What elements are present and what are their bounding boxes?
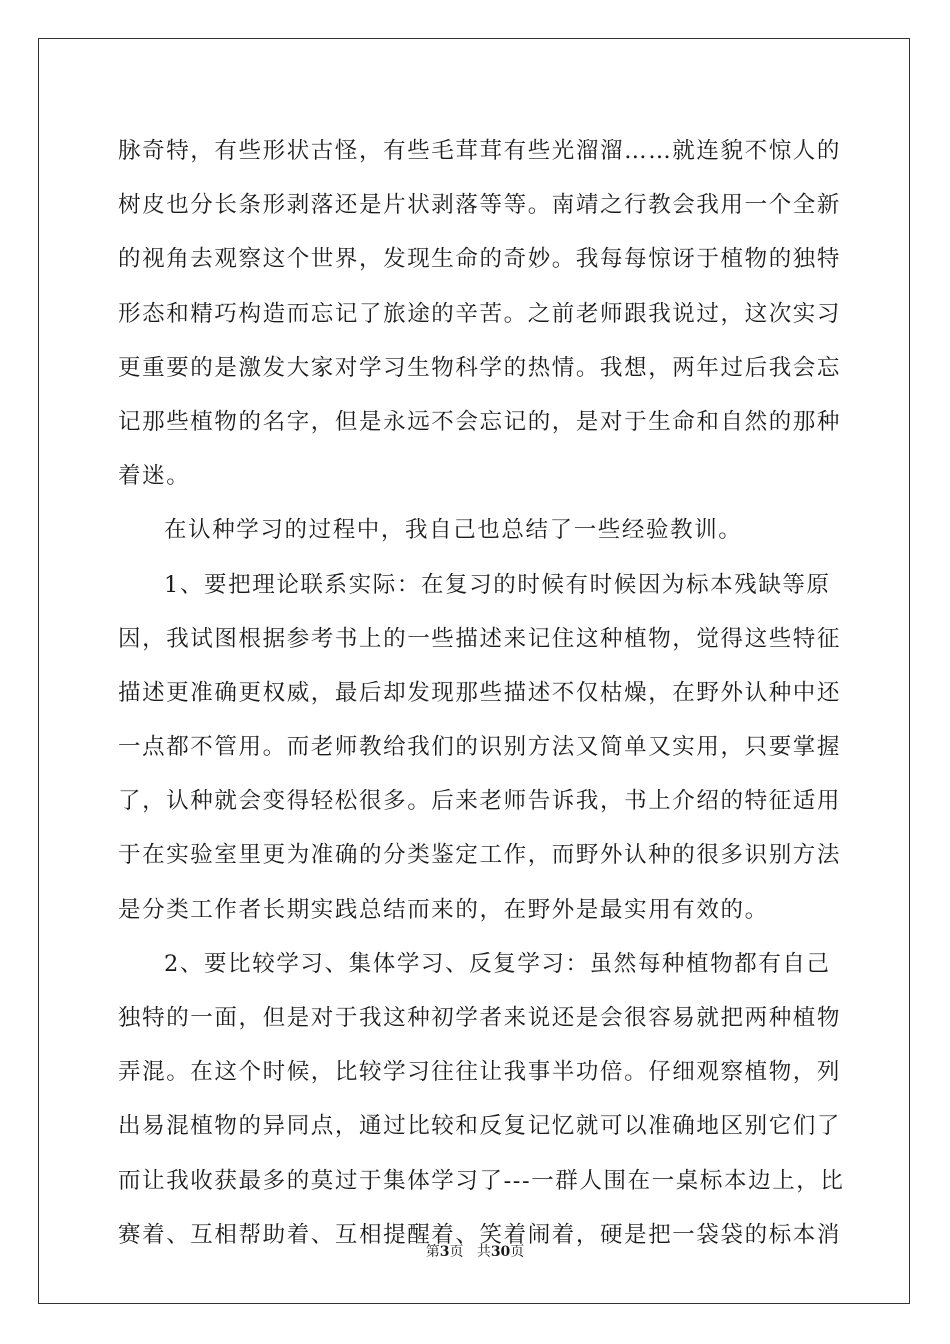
text-line: 出易混植物的异同点，通过比较和反复记忆就可以准确地区别它们了 bbox=[118, 1113, 842, 1140]
text-line: 2、要比较学习、集体学习、反复学习：虽然每种植物都有自己 bbox=[164, 950, 831, 977]
footer-total-prefix: 共 bbox=[476, 1244, 491, 1260]
page-footer bbox=[0, 1241, 950, 1261]
text-line: 更重要的是激发大家对学习生物科学的热情。我想，两年过后我会忘 bbox=[118, 354, 842, 381]
text-line: 形态和精巧构造而忘记了旅途的辛苦。之前老师跟我说过，这次实习 bbox=[118, 300, 842, 327]
text-line: 描述更准确更权威，最后却发现那些描述不仅枯燥，在野外认种中还 bbox=[118, 679, 842, 706]
text-line: 因，我试图根据参考书上的一些描述来记住这种植物，觉得这些特征 bbox=[118, 625, 842, 652]
text-line: 而让我收获最多的莫过于集体学习了---一群人围在一桌标本边上，比 bbox=[118, 1167, 845, 1194]
text-line: 1、要把理论联系实际：在复习的时候有时候因为标本残缺等原 bbox=[164, 571, 831, 598]
text-line: 弄混。在这个时候，比较学习往往让我事半功倍。仔细观察植物，列 bbox=[118, 1059, 842, 1086]
text-line: 于在实验室里更为准确的分类鉴定工作，而野外认种的很多识别方法 bbox=[118, 842, 842, 869]
text-line: 树皮也分长条形剥落还是片状剥落等等。南靖之行教会我用一个全新 bbox=[118, 192, 842, 219]
text-line: 了，认种就会变得轻松很多。后来老师告诉我，书上介绍的特征适用 bbox=[118, 788, 842, 815]
text-line: 一点都不管用。而老师教给我们的识别方法又简单又实用，只要掌握 bbox=[118, 734, 842, 761]
footer-total-pages: 30 bbox=[490, 1244, 511, 1260]
text-line: 独特的一面，但是对于我这种初学者来说还是会很容易就把两种植物 bbox=[118, 1005, 842, 1031]
text-line: 在认种学习的过程中，我自己也总结了一些经验教训。 bbox=[164, 517, 743, 544]
text-line: 记那些植物的名字，但是永远不会忘记的，是对于生命和自然的那种 bbox=[118, 408, 842, 435]
text-line: 的视角去观察这个世界，发现生命的奇妙。我每每惊讶于植物的独特 bbox=[118, 246, 842, 273]
footer-page-number: 3 bbox=[439, 1244, 450, 1260]
footer-total-suffix: 页 bbox=[510, 1244, 525, 1260]
footer-page-prefix: 第 bbox=[425, 1244, 440, 1260]
text-line: 着迷。 bbox=[118, 463, 191, 490]
text-line: 是分类工作者长期实践总结而来的，在野外是最实用有效的。 bbox=[118, 896, 769, 923]
text-line: 脉奇特，有些形状古怪，有些毛茸茸有些光溜溜……就连貌不惊人的 bbox=[118, 138, 842, 164]
text-line: 赛着、互相帮助着、互相提醒着、笑着闹着，硬是把一袋袋的标本消 bbox=[118, 1221, 842, 1248]
footer-page-suffix: 页 bbox=[449, 1244, 464, 1260]
document-body bbox=[118, 124, 845, 1262]
